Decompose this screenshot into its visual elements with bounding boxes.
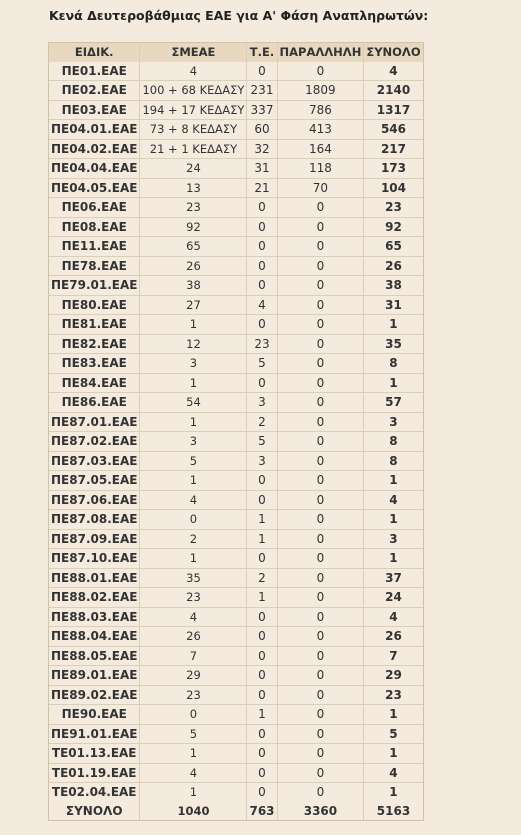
table-row	[49, 296, 423, 316]
cell-parallel: 0	[278, 666, 365, 686]
cell-te: 0	[247, 315, 277, 335]
cell-te: 0	[247, 237, 277, 257]
cell-te: 0	[247, 764, 277, 784]
cell-smeae: 4	[140, 608, 247, 628]
table-row	[49, 101, 423, 121]
total-smeae: 1040	[140, 802, 247, 821]
table-row	[49, 744, 423, 764]
cell-te: 23	[247, 335, 277, 355]
table-row	[49, 413, 423, 433]
cell-parallel: 0	[278, 198, 365, 218]
cell-parallel: 0	[278, 276, 365, 296]
table-row	[49, 62, 423, 82]
cell-te: 0	[247, 374, 277, 394]
cell-specialty: ΠΕ87.03.ΕΑΕ	[49, 452, 140, 472]
vacancies-table	[48, 42, 424, 821]
cell-specialty: ΠΕ89.01.ΕΑΕ	[49, 666, 140, 686]
table-row	[49, 374, 423, 394]
cell-parallel: 0	[278, 62, 365, 82]
cell-total: 23	[364, 686, 422, 706]
header-row	[49, 43, 423, 62]
table-row	[49, 608, 423, 628]
cell-smeae: 29	[140, 666, 247, 686]
cell-parallel: 0	[278, 764, 365, 784]
cell-total: 2140	[364, 81, 422, 101]
cell-specialty: ΠΕ03.ΕΑΕ	[49, 101, 140, 121]
cell-specialty: ΠΕ08.ΕΑΕ	[49, 218, 140, 238]
cell-te: 0	[247, 549, 277, 569]
cell-total: 104	[364, 179, 422, 199]
cell-te: 0	[247, 647, 277, 667]
header-total: ΣΥΝΟΛΟ	[364, 43, 422, 62]
cell-parallel: 0	[278, 647, 365, 667]
table-row	[49, 647, 423, 667]
cell-parallel: 0	[278, 569, 365, 589]
cell-smeae: 1	[140, 783, 247, 802]
cell-total: 38	[364, 276, 422, 296]
cell-smeae: 7	[140, 647, 247, 667]
page-title: Κενά Δευτεροβάθμιας ΕΑΕ για Α' Φάση Αναπληρωτών:	[49, 8, 429, 23]
cell-te: 31	[247, 159, 277, 179]
table-row	[49, 549, 423, 569]
cell-total: 24	[364, 588, 422, 608]
cell-te: 0	[247, 783, 277, 802]
cell-specialty: ΠΕ87.01.ΕΑΕ	[49, 413, 140, 433]
cell-total: 1	[364, 705, 422, 725]
cell-total: 1317	[364, 101, 422, 121]
cell-te: 1	[247, 588, 277, 608]
cell-smeae: 0	[140, 705, 247, 725]
cell-parallel: 0	[278, 686, 365, 706]
cell-specialty: ΠΕ91.01.ΕΑΕ	[49, 725, 140, 745]
cell-specialty: ΠΕ86.ΕΑΕ	[49, 393, 140, 413]
cell-parallel: 0	[278, 588, 365, 608]
cell-total: 3	[364, 530, 422, 550]
cell-smeae: 12	[140, 335, 247, 355]
table-row	[49, 764, 423, 784]
cell-specialty: ΠΕ04.01.ΕΑΕ	[49, 120, 140, 140]
cell-smeae: 5	[140, 725, 247, 745]
cell-smeae: 1	[140, 471, 247, 491]
cell-smeae: 1	[140, 374, 247, 394]
table-row	[49, 81, 423, 101]
cell-te: 0	[247, 276, 277, 296]
cell-smeae: 35	[140, 569, 247, 589]
cell-total: 26	[364, 627, 422, 647]
cell-smeae: 26	[140, 627, 247, 647]
cell-smeae: 54	[140, 393, 247, 413]
cell-specialty: ΠΕ79.01.ΕΑΕ	[49, 276, 140, 296]
table-row	[49, 237, 423, 257]
cell-parallel: 0	[278, 530, 365, 550]
cell-specialty: ΠΕ88.02.ΕΑΕ	[49, 588, 140, 608]
cell-total: 1	[364, 315, 422, 335]
table-row	[49, 686, 423, 706]
cell-parallel: 0	[278, 335, 365, 355]
table-row	[49, 783, 423, 802]
cell-specialty: ΠΕ90.ΕΑΕ	[49, 705, 140, 725]
cell-specialty: ΤΕ02.04.ΕΑΕ	[49, 783, 140, 802]
header-specialty: ΕΙΔΙΚ.	[49, 43, 140, 62]
table-row	[49, 335, 423, 355]
total-te: 763	[247, 802, 277, 821]
cell-specialty: ΠΕ04.05.ΕΑΕ	[49, 179, 140, 199]
cell-specialty: ΠΕ88.03.ΕΑΕ	[49, 608, 140, 628]
cell-total: 92	[364, 218, 422, 238]
cell-smeae: 4	[140, 62, 247, 82]
table-row	[49, 569, 423, 589]
cell-total: 65	[364, 237, 422, 257]
cell-total: 7	[364, 647, 422, 667]
cell-total: 4	[364, 764, 422, 784]
cell-specialty: ΠΕ88.04.ΕΑΕ	[49, 627, 140, 647]
cell-te: 0	[247, 608, 277, 628]
cell-te: 0	[247, 257, 277, 277]
cell-total: 4	[364, 62, 422, 82]
table-row	[49, 627, 423, 647]
table-row	[49, 315, 423, 335]
cell-specialty: ΠΕ88.01.ΕΑΕ	[49, 569, 140, 589]
cell-specialty: ΠΕ81.ΕΑΕ	[49, 315, 140, 335]
cell-parallel: 0	[278, 315, 365, 335]
cell-te: 1	[247, 510, 277, 530]
cell-specialty: ΠΕ78.ΕΑΕ	[49, 257, 140, 277]
cell-smeae: 13	[140, 179, 247, 199]
cell-parallel: 0	[278, 510, 365, 530]
cell-parallel: 164	[278, 140, 365, 160]
cell-parallel: 0	[278, 627, 365, 647]
table-row	[49, 120, 423, 140]
cell-smeae: 1	[140, 413, 247, 433]
cell-parallel: 0	[278, 491, 365, 511]
cell-total: 4	[364, 608, 422, 628]
table-row	[49, 159, 423, 179]
table-row	[49, 276, 423, 296]
cell-smeae: 26	[140, 257, 247, 277]
cell-total: 1	[389, 785, 398, 800]
cell-parallel: 0	[278, 705, 365, 725]
cell-smeae: 1	[140, 549, 247, 569]
cell-smeae: 21 + 1 ΚΕΔΑΣΥ	[140, 140, 247, 160]
cell-te: 0	[247, 627, 277, 647]
cell-smeae: 4	[140, 491, 247, 511]
table-row	[49, 588, 423, 608]
cell-te: 0	[247, 62, 277, 82]
cell-te: 5	[247, 354, 277, 374]
cell-parallel: 70	[278, 179, 365, 199]
cell-total: 26	[364, 257, 422, 277]
cell-specialty: ΠΕ83.ΕΑΕ	[49, 354, 140, 374]
cell-total: 1	[364, 549, 422, 569]
cell-smeae: 2	[140, 530, 247, 550]
cell-smeae: 100 + 68 ΚΕΔΑΣΥ	[140, 81, 247, 101]
cell-te: 60	[247, 120, 277, 140]
cell-specialty: ΠΕ87.02.ΕΑΕ	[49, 432, 140, 452]
table-row	[49, 140, 423, 160]
cell-parallel: 0	[278, 725, 365, 745]
cell-te: 32	[247, 140, 277, 160]
cell-parallel: 0	[278, 257, 365, 277]
cell-parallel: 0	[278, 452, 365, 472]
cell-smeae: 73 + 8 ΚΕΔΑΣΥ	[140, 120, 247, 140]
cell-smeae: 3	[140, 432, 247, 452]
table-row	[49, 179, 423, 199]
cell-specialty: ΠΕ87.09.ΕΑΕ	[49, 530, 140, 550]
cell-total: 5	[364, 725, 422, 745]
cell-parallel: 0	[278, 783, 365, 802]
cell-total: 173	[364, 159, 422, 179]
cell-smeae: 0	[140, 510, 247, 530]
cell-total: 8	[364, 452, 422, 472]
cell-smeae: 23	[140, 198, 247, 218]
cell-te: 0	[247, 666, 277, 686]
cell-parallel: 0	[278, 354, 365, 374]
cell-specialty: ΠΕ87.10.ΕΑΕ	[49, 549, 140, 569]
table-row	[49, 725, 423, 745]
cell-total: 1	[364, 374, 422, 394]
cell-parallel: 413	[278, 120, 365, 140]
cell-specialty: ΠΕ88.05.ΕΑΕ	[49, 647, 140, 667]
table-row	[49, 432, 423, 452]
cell-te: 0	[247, 218, 277, 238]
cell-specialty: ΠΕ82.ΕΑΕ	[49, 335, 140, 355]
cell-total: 29	[364, 666, 422, 686]
cell-parallel: 0	[278, 608, 365, 628]
table-row	[49, 510, 423, 530]
cell-te: 0	[247, 744, 277, 764]
cell-parallel: 0	[278, 218, 365, 238]
cell-total: 1	[364, 471, 422, 491]
total-row	[49, 802, 423, 821]
cell-te: 337	[247, 101, 277, 121]
table-row	[49, 471, 423, 491]
header-parallel: ΠΑΡΑΛΛΗΛΗ	[278, 43, 365, 62]
cell-specialty: ΠΕ02.ΕΑΕ	[49, 81, 140, 101]
cell-parallel: 0	[278, 471, 365, 491]
cell-parallel: 0	[278, 413, 365, 433]
table-row	[49, 257, 423, 277]
header-smeae: ΣΜΕΑΕ	[140, 43, 247, 62]
cell-total: 546	[364, 120, 422, 140]
table-row	[49, 530, 423, 550]
cell-parallel: 0	[278, 432, 365, 452]
cell-specialty: ΠΕ01.ΕΑΕ	[49, 62, 140, 82]
cell-parallel: 0	[278, 296, 365, 316]
cell-total: 57	[364, 393, 422, 413]
cell-smeae: 65	[140, 237, 247, 257]
cell-te: 3	[247, 452, 277, 472]
total-label: ΣΥΝΟΛΟ	[49, 802, 140, 821]
cell-smeae: 23	[140, 686, 247, 706]
cell-te: 2	[247, 413, 277, 433]
cell-te: 4	[247, 296, 277, 316]
cell-te: 2	[247, 569, 277, 589]
cell-total: 35	[364, 335, 422, 355]
cell-parallel: 0	[278, 237, 365, 257]
table-row	[49, 705, 423, 725]
cell-specialty: ΠΕ04.02.ΕΑΕ	[49, 140, 140, 160]
table-body	[49, 62, 423, 802]
total-sum: 5163	[376, 803, 411, 818]
cell-te: 0	[247, 491, 277, 511]
cell-te: 3	[247, 393, 277, 413]
cell-smeae: 3	[140, 354, 247, 374]
cell-total: 8	[364, 354, 422, 374]
cell-specialty: ΠΕ04.04.ΕΑΕ	[49, 159, 140, 179]
cell-specialty: ΤΕ01.13.ΕΑΕ	[49, 744, 140, 764]
cell-te: 0	[247, 198, 277, 218]
cell-te: 0	[247, 471, 277, 491]
cell-total: 37	[364, 569, 422, 589]
table-row	[49, 354, 423, 374]
cell-total: 4	[364, 491, 422, 511]
cell-total: 23	[364, 198, 422, 218]
table-row	[49, 452, 423, 472]
cell-total: 8	[364, 432, 422, 452]
cell-total: 31	[364, 296, 422, 316]
cell-smeae: 23	[140, 588, 247, 608]
cell-te: 21	[247, 179, 277, 199]
table-row	[49, 491, 423, 511]
cell-specialty: ΠΕ87.06.ΕΑΕ	[49, 491, 140, 511]
cell-smeae: 1	[140, 744, 247, 764]
cell-te: 231	[247, 81, 277, 101]
table-row	[49, 218, 423, 238]
cell-parallel: 118	[278, 159, 365, 179]
cell-parallel: 0	[278, 549, 365, 569]
cell-specialty: ΤΕ01.19.ΕΑΕ	[49, 764, 140, 784]
cell-smeae: 4	[140, 764, 247, 784]
cell-total: 217	[364, 140, 422, 160]
cell-total: 1	[364, 744, 422, 764]
cell-specialty: ΠΕ80.ΕΑΕ	[49, 296, 140, 316]
cell-total: 1	[364, 510, 422, 530]
cell-specialty: ΠΕ06.ΕΑΕ	[49, 198, 140, 218]
cell-specialty: ΠΕ84.ΕΑΕ	[49, 374, 140, 394]
total-parallel: 3360	[278, 802, 365, 821]
cell-te: 1	[247, 705, 277, 725]
cell-te: 1	[247, 530, 277, 550]
table-row	[49, 666, 423, 686]
cell-smeae: 38	[140, 276, 247, 296]
cell-smeae: 5	[140, 452, 247, 472]
table-row	[49, 393, 423, 413]
cell-smeae: 24	[140, 159, 247, 179]
cell-parallel: 786	[278, 101, 365, 121]
header-te: Τ.Ε.	[247, 43, 277, 62]
cell-specialty: ΠΕ87.08.ΕΑΕ	[49, 510, 140, 530]
cell-parallel: 0	[278, 393, 365, 413]
cell-parallel: 0	[278, 374, 365, 394]
cell-smeae: 92	[140, 218, 247, 238]
cell-total: 3	[364, 413, 422, 433]
cell-specialty: ΠΕ89.02.ΕΑΕ	[49, 686, 140, 706]
cell-parallel: 1809	[278, 81, 365, 101]
cell-specialty: ΠΕ87.05.ΕΑΕ	[49, 471, 140, 491]
cell-parallel: 0	[278, 744, 365, 764]
cell-specialty: ΠΕ11.ΕΑΕ	[49, 237, 140, 257]
cell-te: 0	[247, 686, 277, 706]
table-row	[49, 198, 423, 218]
cell-smeae: 194 + 17 ΚΕΔΑΣΥ	[140, 101, 247, 121]
cell-smeae: 27	[140, 296, 247, 316]
cell-te: 5	[247, 432, 277, 452]
cell-te: 0	[247, 725, 277, 745]
cell-smeae: 1	[140, 315, 247, 335]
